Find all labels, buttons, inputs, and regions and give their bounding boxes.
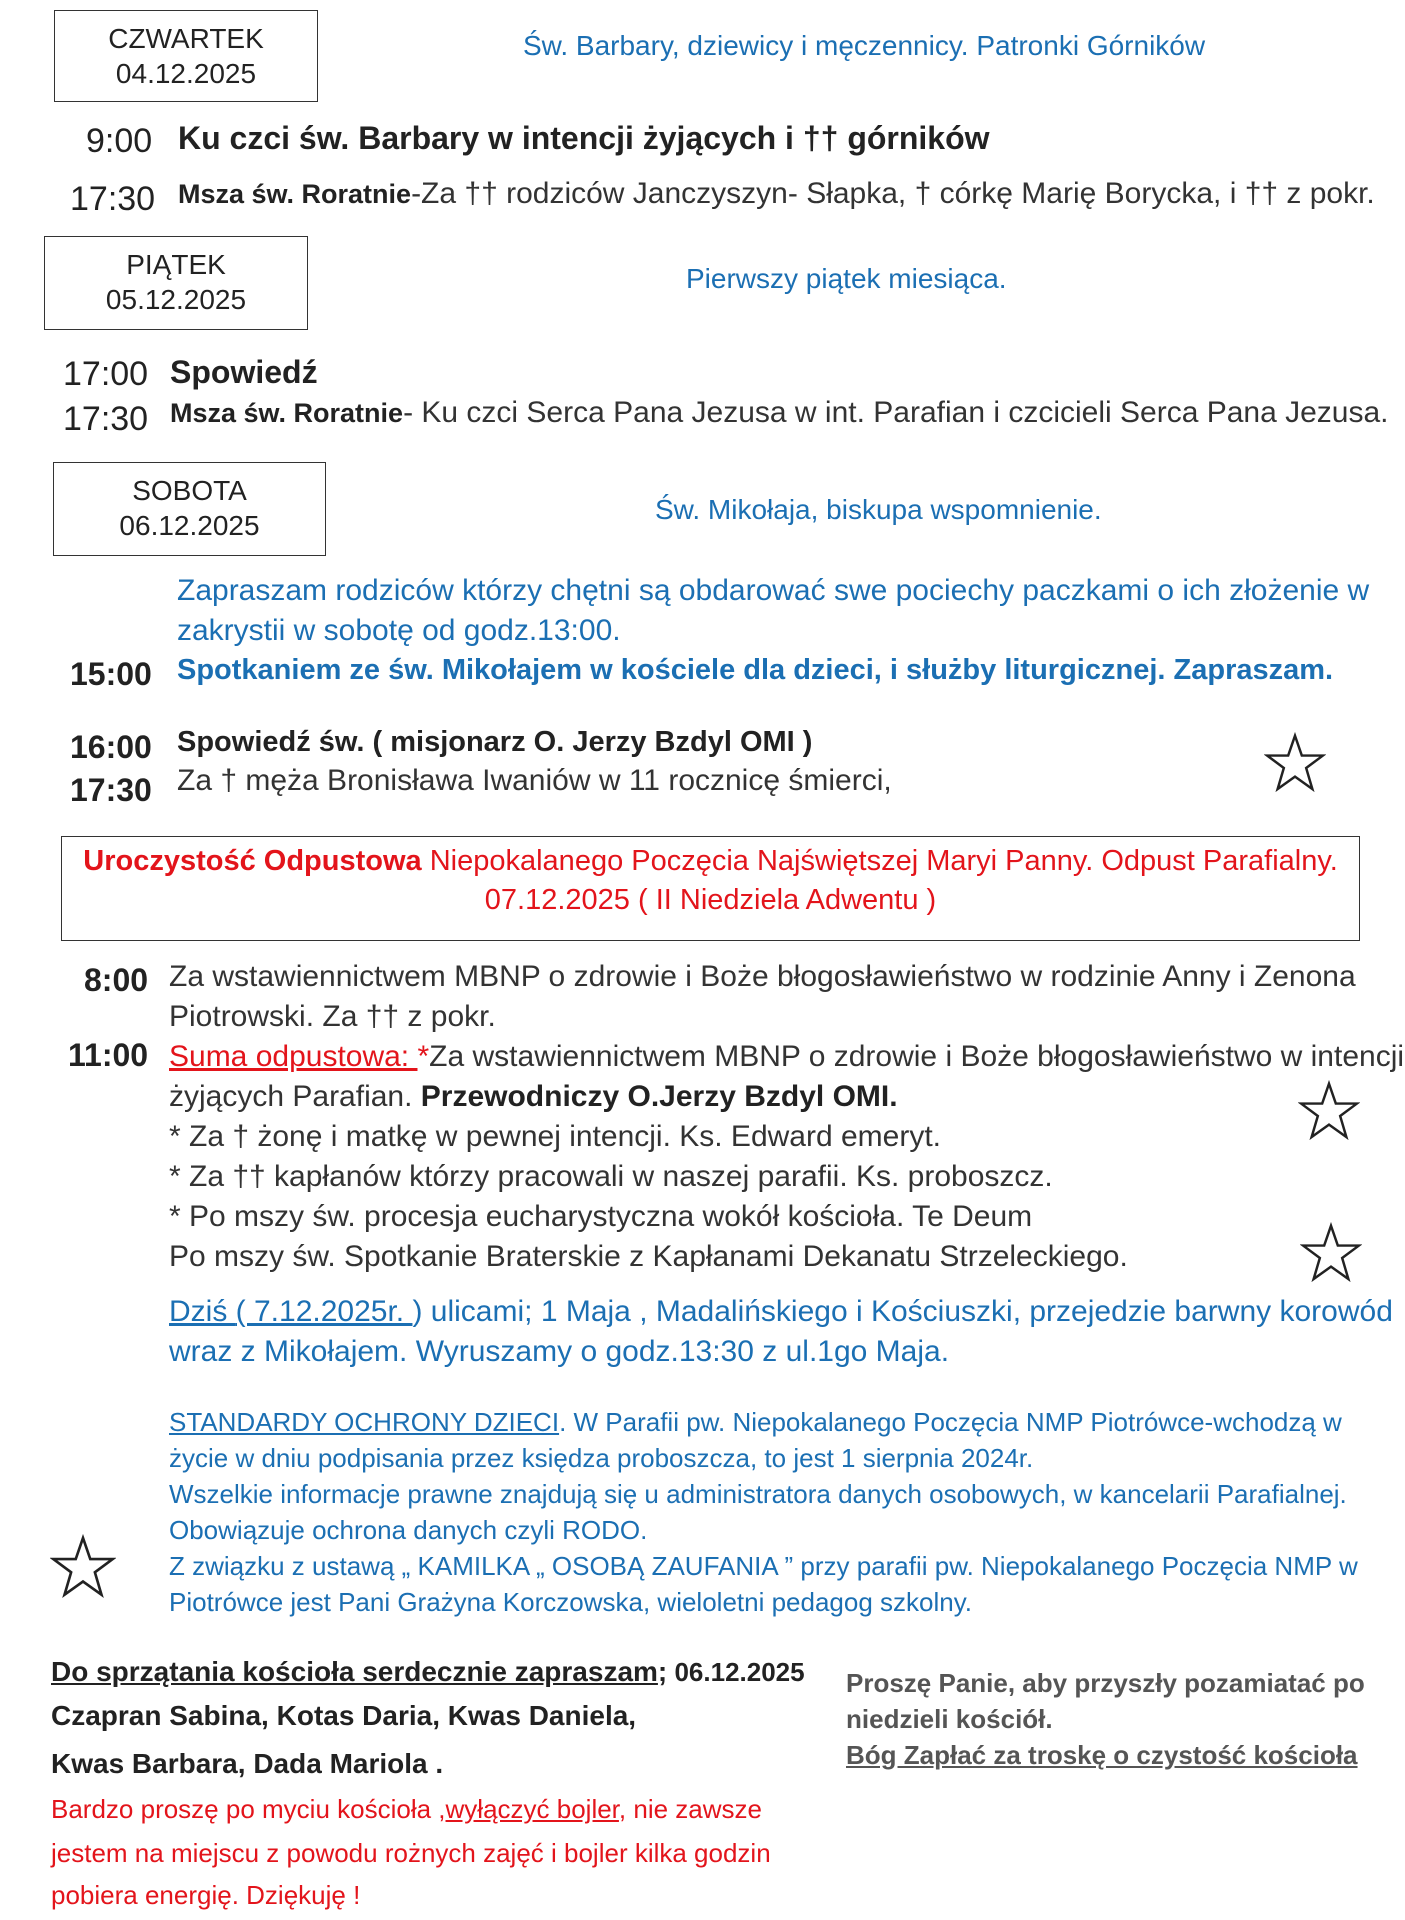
- time-thu-2: 17:30: [70, 180, 156, 218]
- saturday-day-box: [53, 462, 326, 556]
- cleaning-date: 06.12.2025: [667, 1657, 805, 1687]
- request-line2: niedzieli kościół.: [846, 1704, 1053, 1734]
- sunday-feast-line2: 07.12.2025 ( II Niedziela Adwentu ): [484, 884, 937, 916]
- time-thu-1: 9:00: [86, 122, 153, 160]
- time-sun-1: 8:00: [84, 962, 149, 998]
- sun-2-line1: [169, 1040, 1404, 1074]
- standards-line5: Z związku z ustawą „ KAMILKA „ OSOBĄ ZAUFANIA ” przy parafii pw. Niepokalanego Poczęcia NMP w: [169, 1551, 1358, 1581]
- friday-date: 05.12.2025: [105, 284, 247, 315]
- star-icon: [1298, 1080, 1360, 1142]
- sun-2-line2: [169, 1080, 898, 1114]
- thursday-day: CZWARTEK: [108, 23, 264, 54]
- friday-day: PIĄTEK: [126, 249, 226, 280]
- standards-line3: Wszelkie informacje prawne znajdują się u administratora danych osobowych, w kancelarii Parafialnej.: [169, 1479, 1347, 1509]
- cleaning-names-2: Kwas Barbara, Dada Mariola .: [51, 1748, 444, 1779]
- saturday-invite-line2: zakrystii w sobotę od godz.13:00.: [177, 614, 621, 647]
- sat-entry-1: Spotkaniem ze św. Mikołajem w kościele dla dzieci, i służby liturgicznej. Zapraszam.: [177, 654, 1334, 686]
- time-sun-2: 11:00: [68, 1037, 149, 1073]
- sun-2-line2-a: żyjących Parafian.: [169, 1080, 421, 1113]
- star-icon: [1264, 732, 1326, 794]
- suma-label: Suma odpustowa:: [169, 1040, 418, 1073]
- saturday-invite-line1: Zapraszam rodziców którzy chętni są obdarować swe pociechy paczkami o ich złożenie w: [177, 574, 1370, 607]
- saturday-feast: Św. Mikołaja, biskupa wspomnienie.: [655, 494, 1102, 525]
- cleaning-note-1: [51, 1794, 762, 1825]
- sunday-feast-box: [61, 836, 1360, 941]
- sun-2-line1-rest: Za wstawiennictwem MBNP o zdrowie i Boże błogosławieństwo w intencji: [429, 1040, 1405, 1073]
- cleaning-title-line: [51, 1656, 805, 1688]
- cleaning-sep: ;: [657, 1656, 668, 1687]
- sun-note-2: * Za †† kapłanów którzy pracowali w naszej parafii. Ks. proboszcz.: [169, 1160, 1053, 1193]
- friday-day-box: [44, 236, 308, 330]
- sun-note-4: Po mszy św. Spotkanie Braterskie z Kapłanami Dekanatu Strzeleckiego.: [169, 1240, 1128, 1273]
- fri-entry-1-bold: Spowiedź: [170, 354, 318, 390]
- parade-paren: (: [235, 1295, 254, 1328]
- time-sat-1: 15:00: [70, 656, 152, 692]
- cleaning-note-a: Bardzo proszę po myciu kościoła ,: [51, 1794, 446, 1824]
- saturday-date: 06.12.2025: [119, 510, 260, 541]
- thu-entry-1: [178, 120, 990, 157]
- cleaning-title: Do sprzątania kościoła serdecznie zapraszam: [51, 1656, 658, 1687]
- standards-title: STANDARDY OCHRONY DZIECI: [169, 1407, 560, 1437]
- thu-entry-1-bold: Ku czci św. Barbary w intencji żyjących i †† górników: [178, 120, 990, 156]
- standards-line4: Obowiązuje ochrona danych czyli RODO.: [169, 1515, 648, 1545]
- sun-note-1: * Za † żonę i matkę w pewnej intencji. Ks. Edward emeryt.: [169, 1120, 942, 1153]
- cleaning-note-3: pobiera energię. Dziękuję !: [51, 1880, 361, 1910]
- time-fri-1: 17:00: [63, 355, 149, 393]
- time-fri-2: 17:30: [63, 400, 149, 438]
- sat-entry-3: Za † męża Bronisława Iwaniów w 11 rocznicę śmierci,: [177, 764, 892, 797]
- thursday-day-box: [54, 10, 318, 102]
- sun-1-line2: Piotrowski. Za †† z pokr.: [169, 1000, 496, 1033]
- parade-date: 7.12.2025r.: [254, 1295, 413, 1328]
- sat-entry-2: Spowiedź św. ( misjonarz O. Jerzy Bzdyl OMI ): [177, 726, 813, 758]
- cleaning-note-2: jestem na miejscu z powodu rożnych zajęć i bojler kilka godzin: [51, 1838, 771, 1868]
- fri-entry-2-rest: - Ku czci Serca Pana Jezusa w int. Parafian i czcicieli Serca Pana Jezusa.: [403, 396, 1389, 429]
- standards-line1: [169, 1407, 1342, 1438]
- standards-line2: życie w dniu podpisania przez księdza proboszcza, to jest 1 sierpnia 2024r.: [169, 1443, 1034, 1473]
- standards-line6: Piotrówce jest Pani Grażyna Korczowska, wieloletni pedagog szkolny.: [169, 1587, 973, 1617]
- parade-rest: ) ulicami; 1 Maja , Madalińskiego i Kościuszki, przejedzie barwny korowód: [412, 1295, 1393, 1328]
- request-line3: Bóg Zapłać za troskę o czystość kościoła: [846, 1740, 1358, 1770]
- thu-entry-2-rest: -Za †† rodziców Janczyszyn- Słapka, † córkę Marię Borycka, i †† z pokr.: [411, 177, 1375, 210]
- sunday-feast-line1: [62, 842, 1359, 881]
- sunday-feast-bold: Uroczystość Odpustowa: [83, 845, 422, 877]
- fri-entry-1: [170, 354, 318, 391]
- parade-line2: wraz z Mikołajem. Wyruszamy o godz.13:30 z ul.1go Maja.: [169, 1335, 950, 1368]
- cleaning-note-boiler: wyłączyć bojler: [445, 1794, 619, 1824]
- thursday-feast: Św. Barbary, dziewicy i męczennicy. Patronki Górników: [523, 30, 1206, 61]
- fri-entry-2: [170, 396, 1389, 430]
- star-icon: [1300, 1222, 1362, 1284]
- parade-today: Dziś: [169, 1295, 236, 1328]
- standards-l1-rest: . W Parafii pw. Niepokalanego Poczęcia NMP Piotrówce-wchodzą w: [559, 1407, 1342, 1437]
- star-icon: [50, 1534, 116, 1600]
- sun-note-3: * Po mszy św. procesja eucharystyczna wokół kościoła. Te Deum: [169, 1200, 1033, 1233]
- thursday-date: 04.12.2025: [115, 58, 257, 89]
- parade-line1: [169, 1295, 1393, 1329]
- time-sat-3: 17:30: [70, 772, 152, 808]
- sun-2-line2-b: Przewodniczy O.Jerzy Bzdyl OMI.: [420, 1080, 898, 1113]
- time-sat-2: 16:00: [70, 729, 152, 765]
- suma-star: *: [417, 1040, 430, 1073]
- thu-entry-2-bold: Msza św. Roratnie: [178, 179, 412, 209]
- thu-entry-2: [178, 177, 1375, 211]
- fri-entry-2-bold: Msza św. Roratnie: [170, 398, 404, 428]
- request-line1: Proszę Panie, aby przyszły pozamiatać po: [846, 1668, 1365, 1698]
- cleaning-names-1: Czapran Sabina, Kotas Daria, Kwas Daniela,: [51, 1700, 637, 1731]
- sun-1-line1: Za wstawiennictwem MBNP o zdrowie i Boże błogosławieństwo w rodzinie Anny i Zenona: [169, 960, 1356, 993]
- sunday-feast-rest: Niepokalanego Poczęcia Najświętszej Maryi Panny. Odpust Parafialny.: [421, 845, 1338, 877]
- saturday-day: SOBOTA: [132, 475, 247, 506]
- cleaning-note-c: , nie zawsze: [618, 1794, 762, 1824]
- friday-feast: Pierwszy piątek miesiąca.: [686, 263, 1007, 294]
